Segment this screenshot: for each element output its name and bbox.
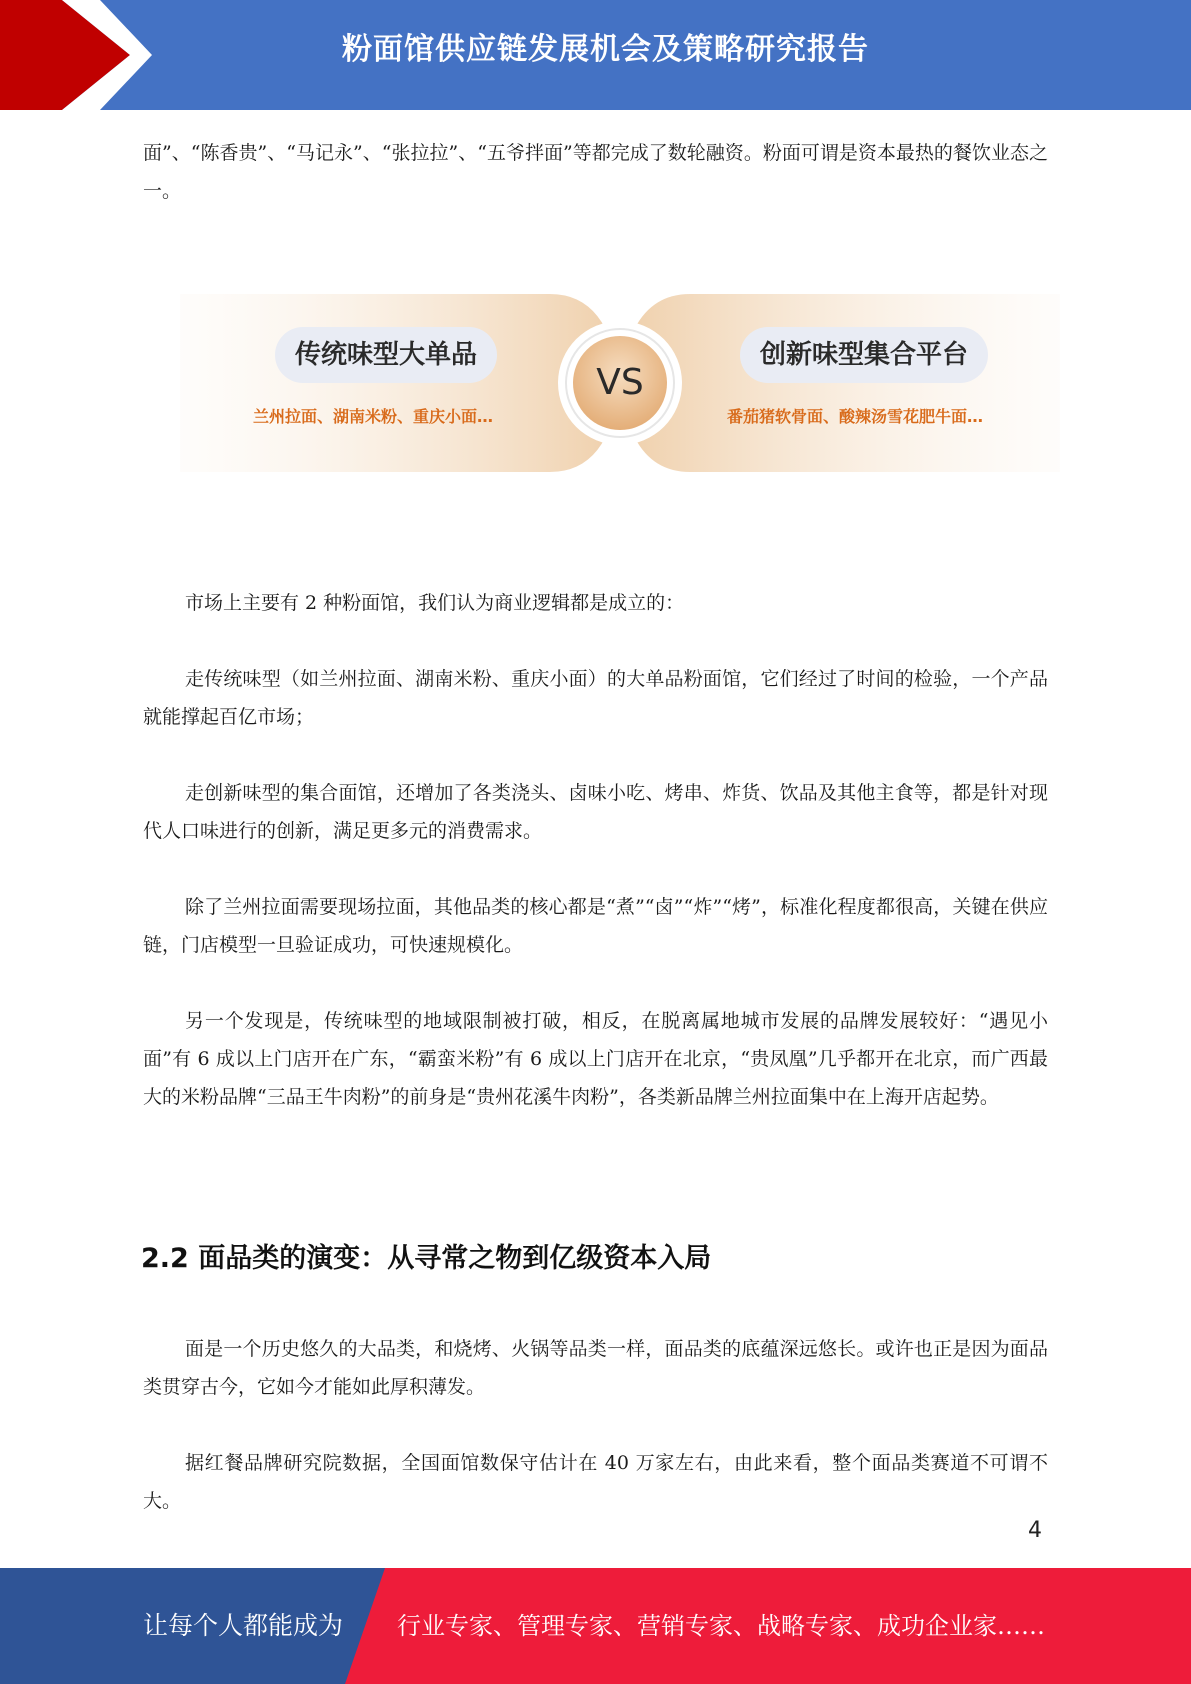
section-heading: 2.2 面品类的演变：从寻常之物到亿级资本入局 — [141, 1243, 712, 1274]
paragraph-regional: 另一个发现是，传统味型的地域限制被打破，相反，在脱离属地城市发展的品牌发展较好：“遇见小面”有 6 成以上门店开在广东，“霸蛮米粉”有 6 成以上门店开在北京，“贵凤凰”几乎都开在北京，而广西最大的米粉品牌“三品王牛肉粉”的前身是“贵州花溪牛肉粉”，各类新品牌兰州拉面集中在上海开店起势。 — [143, 1010, 1048, 1108]
paragraph-history: 面是一个历史悠久的大品类，和烧烤、火锅等品类一样，面品类的底蕴深远悠长。或许也正是因为面品类贯穿古今，它如今才能如此厚积薄发。 — [143, 1338, 1048, 1398]
paragraph-traditional: 走传统味型（如兰州拉面、湖南米粉、重庆小面）的大单品粉面馆，它们经过了时间的检验，一个产品就能撑起百亿市场； — [143, 668, 1048, 728]
paragraph-market-types: 市场上主要有 2 种粉面馆，我们认为商业逻辑都是成立的： — [185, 592, 685, 614]
page-footer — [0, 1568, 1191, 1684]
footer-roles: 行业专家、管理专家、营销专家、战略专家、成功企业家…… — [397, 1612, 1045, 1640]
right-category-examples: 番茄猪软骨面、酸辣汤雪花肥牛面… — [727, 407, 984, 426]
paragraph-intro: 面”、“陈香贵”、“马记永”、“张拉拉”、“五爷拌面”等都完成了数轮融资。粉面可谓是资本最热的餐饮业态之一。 — [143, 142, 1048, 202]
footer-slogan: 让每个人都能成为 — [143, 1611, 344, 1640]
report-title: 粉面馆供应链发展机会及策略研究报告 — [342, 32, 869, 67]
paragraph-standardization: 除了兰州拉面需要现场拉面，其他品类的核心都是“煮”“卤”“炸”“烤”，标准化程度都很高，关键在供应链，门店模型一旦验证成功，可快速规模化。 — [143, 896, 1048, 956]
paragraph-innovative: 走创新味型的集合面馆，还增加了各类浇头、卤味小吃、烤串、炸货、饮品及其他主食等，都是针对现代人口味进行的创新，满足更多元的消费需求。 — [143, 782, 1048, 842]
vs-label: VS — [596, 362, 644, 403]
comparison-graphic — [180, 292, 1060, 474]
page-header — [0, 0, 1191, 110]
right-category-title: 创新味型集合平台 — [740, 327, 988, 383]
page-number: 4 — [1028, 1518, 1042, 1543]
paragraph-market-size: 据红餐品牌研究院数据，全国面馆数保守估计在 40 万家左右，由此来看，整个面品类赛道不可谓不大。 — [143, 1452, 1048, 1512]
left-category-title: 传统味型大单品 — [275, 327, 497, 383]
left-category-examples: 兰州拉面、湖南米粉、重庆小面… — [253, 407, 494, 426]
